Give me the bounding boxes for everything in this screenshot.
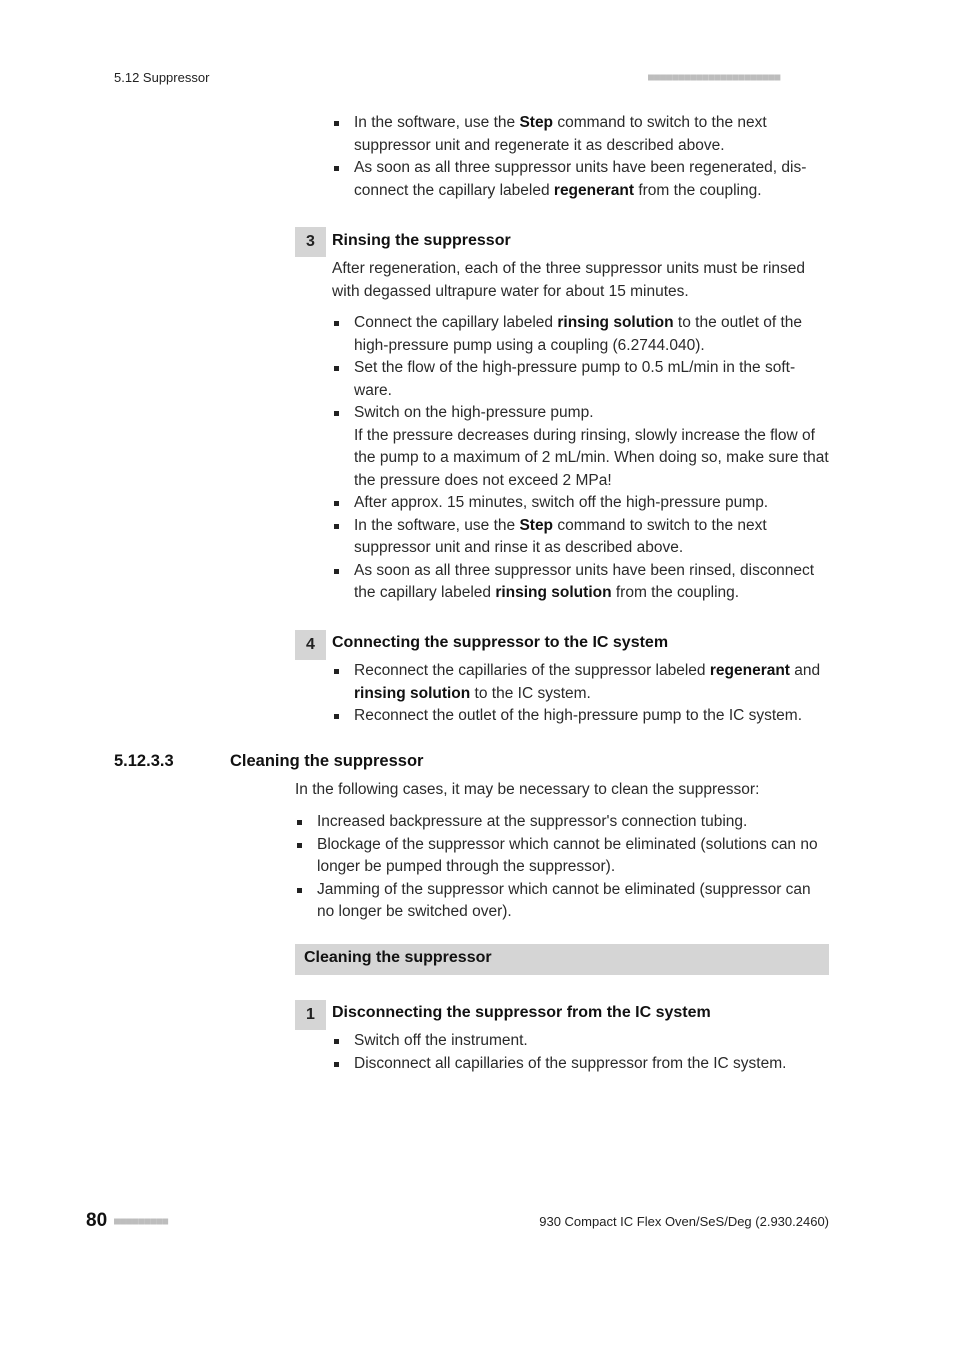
step-description: After regeneration, each of the three suppressor units must be rinsed with degassed ultrapure water for about 15 minutes. bbox=[332, 260, 806, 300]
bullet-icon bbox=[297, 888, 302, 893]
procedure-banner bbox=[295, 944, 829, 975]
section-title: Cleaning the suppressor bbox=[230, 752, 424, 770]
step-title: Connecting the suppressor to the IC system bbox=[332, 634, 669, 651]
list-item: Disconnect all capillaries of the suppressor from the IC system. bbox=[332, 1053, 832, 1076]
list-item: Switch on the high-pressure pump. If the pressure decreases during rinsing, slowly increase the flow of the pump to a maximum of 2 mL/min. When doing so, make sure that the pressure does not exceed 2 MPa! bbox=[332, 402, 832, 492]
bullet-icon bbox=[334, 569, 339, 574]
list-item: Connect the capillary labeled rinsing solution to the outlet of the high-pressure pump using a coupling (6.2744.040). bbox=[332, 312, 832, 357]
list-item: Increased backpressure at the suppressor's connection tubing. bbox=[295, 811, 829, 834]
list-item: After approx. 15 minutes, switch off the high-pressure pump. bbox=[332, 492, 832, 515]
list-item: Set the flow of the high-pressure pump to 0.5 mL/min in the soft- ware. bbox=[332, 357, 832, 402]
list-item: Jamming of the suppressor which cannot be eliminated (suppressor can no longer be switched over). bbox=[295, 879, 829, 924]
bullet-icon bbox=[334, 501, 339, 506]
bullet-icon bbox=[334, 121, 339, 126]
step1-bullet-list bbox=[332, 1030, 832, 1075]
step-title: Disconnecting the suppressor from the IC system bbox=[332, 1004, 711, 1021]
step3-bullet-list bbox=[332, 312, 832, 605]
list-item: Blockage of the suppressor which cannot be eliminated (solutions can no longer be pumped through the suppressor). bbox=[295, 834, 829, 879]
footer-product: 930 Compact IC Flex Oven/SeS/Deg (2.930.2460) bbox=[539, 1214, 829, 1229]
list-item: Reconnect the outlet of the high-pressure pump to the IC system. bbox=[332, 705, 832, 728]
bullet-icon bbox=[334, 1062, 339, 1067]
bullet-icon bbox=[334, 321, 339, 326]
list-item: Switch off the instrument. bbox=[332, 1030, 832, 1053]
step-number: 1 bbox=[295, 1000, 326, 1030]
list-item: In the software, use the Step command to switch to the next suppressor unit and regenerate it as described above. bbox=[332, 112, 832, 157]
footer-dots: ■■■■■■■■■ bbox=[114, 1216, 169, 1227]
list-item: In the software, use the Step command to switch to the next suppressor unit and rinse it as described above. bbox=[332, 515, 832, 560]
intro-bullet-list bbox=[332, 112, 832, 202]
bullet-icon bbox=[334, 366, 339, 371]
bullet-icon bbox=[334, 669, 339, 674]
step4-bullet-list bbox=[332, 660, 832, 728]
bullet-icon bbox=[297, 820, 302, 825]
bullet-icon bbox=[334, 166, 339, 171]
bullet-icon bbox=[297, 843, 302, 848]
bullet-icon bbox=[334, 524, 339, 529]
list-item: Reconnect the capillaries of the suppressor labeled regenerant and rinsing solution to the IC system. bbox=[332, 660, 832, 705]
section-number: 5.12.3.3 bbox=[114, 752, 174, 770]
step-number: 4 bbox=[295, 630, 326, 660]
step-title: Rinsing the suppressor bbox=[332, 232, 511, 249]
banner-title: Cleaning the suppressor bbox=[304, 949, 492, 966]
page-number: 80 bbox=[86, 1210, 108, 1231]
bullet-icon bbox=[334, 714, 339, 719]
header-section-title: 5.12 Suppressor bbox=[114, 70, 210, 85]
section-bullet-list bbox=[295, 811, 829, 924]
list-item: As soon as all three suppressor units have been rinsed, disconnect the capillary labeled rinsing solution from the coupling. bbox=[332, 560, 832, 605]
section-intro: In the following cases, it may be necessary to clean the suppressor: bbox=[295, 781, 760, 798]
bullet-icon bbox=[334, 1039, 339, 1044]
bullet-icon bbox=[334, 411, 339, 416]
step-number: 3 bbox=[295, 227, 326, 257]
list-item: As soon as all three suppressor units have been regenerated, dis- connect the capillary labeled regenerant from the coupling. bbox=[332, 157, 832, 202]
header-dots: ■■■■■■■■■■■■■■■■■■■■■■ bbox=[648, 72, 781, 83]
